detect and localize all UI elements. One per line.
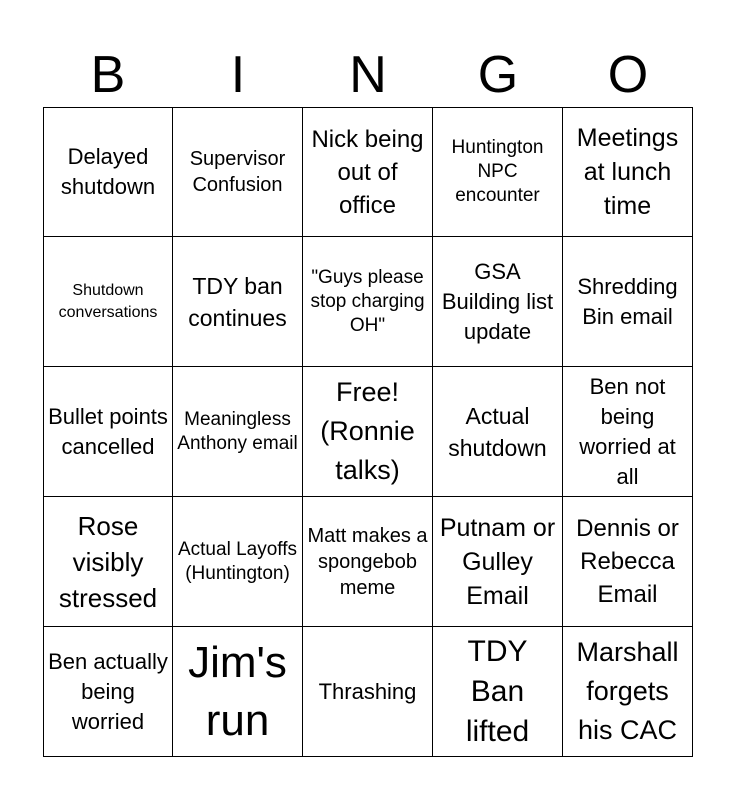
bingo-cell[interactable] xyxy=(563,367,693,497)
bingo-cell[interactable] xyxy=(43,237,173,367)
bingo-cell[interactable] xyxy=(563,497,693,627)
cell-text: Meaningless Anthony email xyxy=(177,408,298,454)
cell-text: Marshall forgets his CAC xyxy=(576,637,679,745)
cell-text: Ben not being worried at all xyxy=(579,373,676,489)
header-letter-n: N xyxy=(349,46,387,104)
bingo-cell[interactable] xyxy=(433,237,563,367)
bingo-cell[interactable] xyxy=(433,367,563,497)
bingo-cell[interactable] xyxy=(173,107,303,237)
cell-text: Matt makes a spongebob meme xyxy=(307,524,428,599)
bingo-cell[interactable] xyxy=(563,627,693,757)
bingo-cell[interactable] xyxy=(563,107,693,237)
bingo-cell[interactable] xyxy=(303,237,433,367)
cell-text: Shutdown conversations xyxy=(58,281,158,321)
cell-text: Jim's run xyxy=(188,637,287,745)
bingo-cell[interactable] xyxy=(303,497,433,627)
bingo-cell[interactable] xyxy=(563,237,693,367)
cell-text: TDY ban continues xyxy=(188,272,287,331)
header-letter-b: B xyxy=(90,46,126,104)
bingo-cell[interactable] xyxy=(433,107,563,237)
cell-text: Shredding Bin email xyxy=(577,273,678,329)
cell-text: Ben actually being worried xyxy=(48,648,168,734)
bingo-cell[interactable] xyxy=(173,367,303,497)
bingo-cell[interactable] xyxy=(173,627,303,757)
cell-text: Nick being out of office xyxy=(311,125,424,219)
cell-text: Free! (Ronnie talks) xyxy=(320,377,415,485)
cell-text: GSA Building list update xyxy=(441,258,554,344)
cell-text: TDY Ban lifted xyxy=(465,634,530,748)
bingo-header xyxy=(43,44,693,106)
cell-text: Rose visibly stressed xyxy=(58,510,158,613)
header-letter-o: O xyxy=(607,46,649,104)
bingo-cell[interactable] xyxy=(43,367,173,497)
bingo-cell[interactable] xyxy=(433,627,563,757)
cell-text: Thrashing xyxy=(318,678,417,704)
header-letter-g: G xyxy=(477,46,519,104)
cell-text: Dennis or Rebecca Email xyxy=(576,515,679,608)
cell-text: Meetings at lunch time xyxy=(576,124,679,220)
bingo-cell[interactable] xyxy=(303,107,433,237)
cell-text: Supervisor Confusion xyxy=(189,148,286,196)
bingo-cell[interactable] xyxy=(433,497,563,627)
cell-text: Putnam or Gulley Email xyxy=(439,513,556,610)
bingo-cell[interactable] xyxy=(43,497,173,627)
cell-text: Actual Layoffs (Huntington) xyxy=(177,538,297,584)
bingo-cell[interactable] xyxy=(43,627,173,757)
cell-text: Actual shutdown xyxy=(448,402,547,461)
bingo-cell[interactable] xyxy=(43,107,173,237)
cell-text: "Guys please stop charging OH" xyxy=(310,266,425,336)
bingo-cell[interactable] xyxy=(303,627,433,757)
bingo-cell[interactable] xyxy=(173,237,303,367)
cell-text: Delayed shutdown xyxy=(60,144,156,199)
header-letter-i: I xyxy=(230,46,246,104)
cell-text: Bullet points cancelled xyxy=(48,403,168,459)
cell-text: Huntington NPC encounter xyxy=(451,137,544,206)
bingo-cell free-cell[interactable] xyxy=(303,367,433,497)
bingo-cell[interactable] xyxy=(173,497,303,627)
bingo-grid xyxy=(43,107,693,757)
